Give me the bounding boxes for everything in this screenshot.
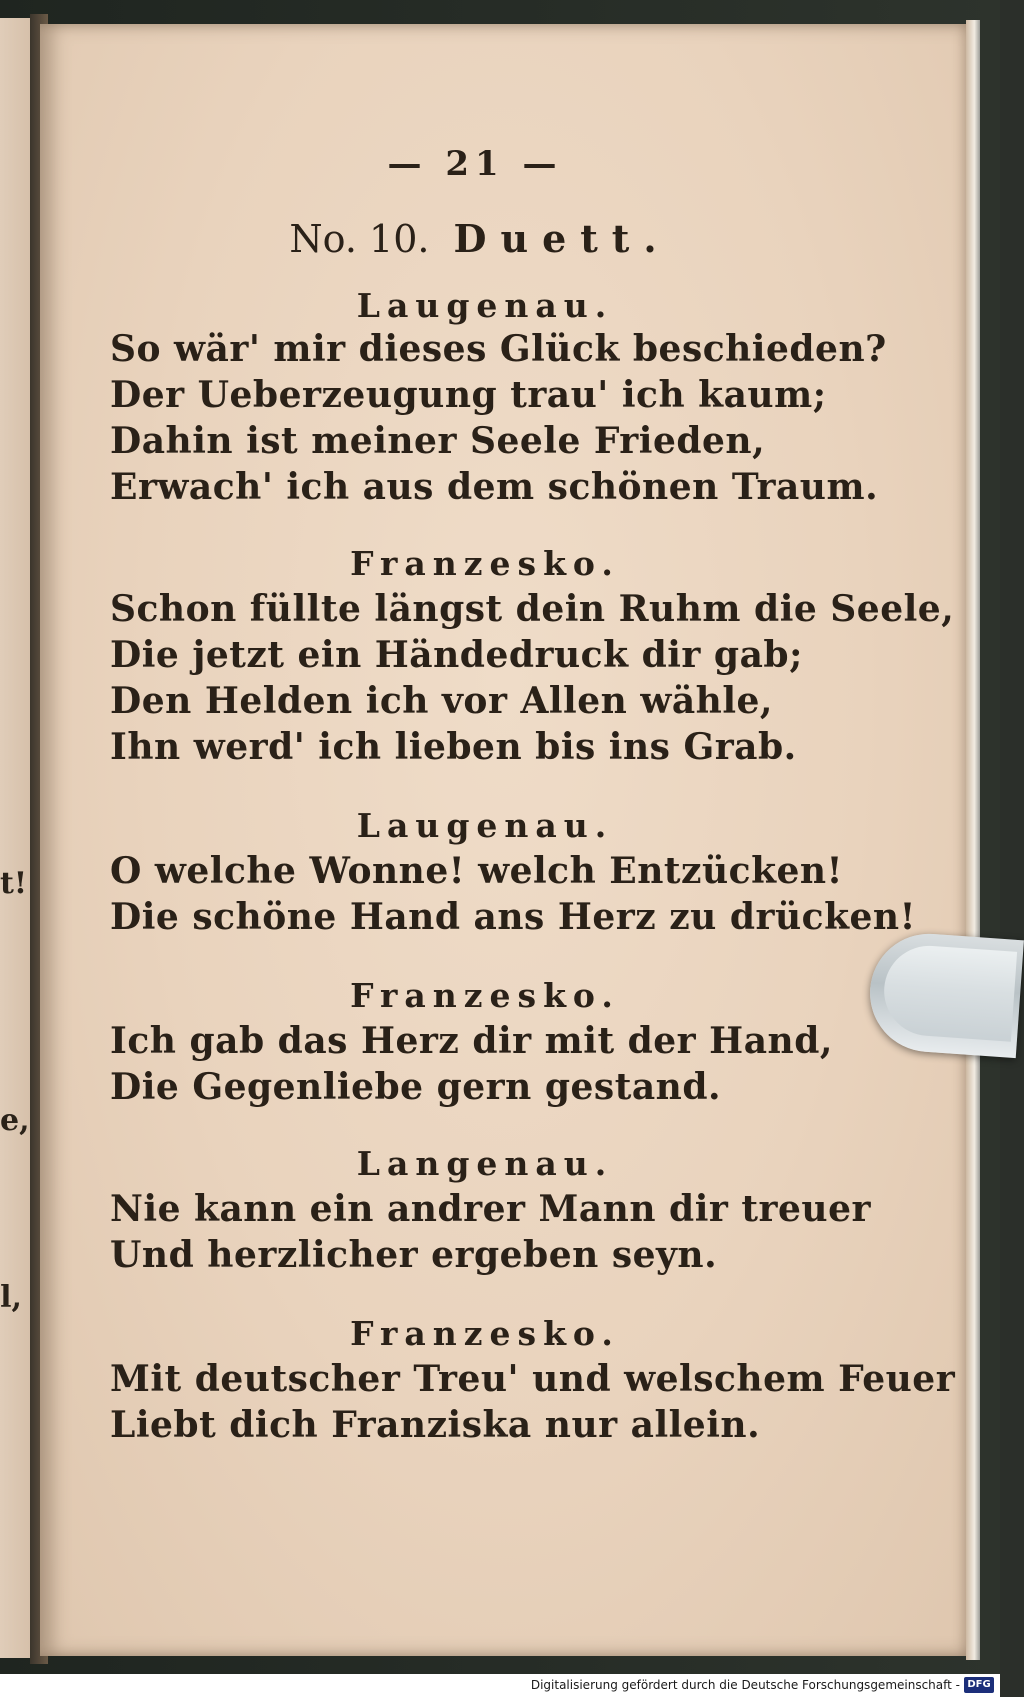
verse-line: Liebt dich Franziska nur allein.	[110, 1404, 761, 1446]
page-clip-highlight	[881, 943, 1017, 1042]
speaker-name: Franzesko.	[350, 976, 620, 1015]
verse-line: Die Gegenliebe gern gestand.	[110, 1066, 722, 1108]
speaker-name: Langenau.	[356, 1144, 614, 1183]
dfg-logo: DFG	[964, 1677, 994, 1693]
verse-line: Nie kann ein andrer Mann dir treuer	[110, 1188, 871, 1230]
page-edge	[966, 20, 980, 1660]
speaker-name: Franzesko.	[350, 544, 620, 583]
verse-line: Die schöne Hand ans Herz zu drücken!	[110, 896, 916, 938]
speaker-name: Laugenau.	[356, 806, 614, 845]
verse-line: So wär' mir dieses Glück beschieden?	[110, 328, 887, 370]
previous-page-fragment: e,	[0, 1103, 30, 1138]
verse-line: Der Ueberzeugung trau' ich kaum;	[110, 374, 827, 416]
page-number: — 21 —	[387, 144, 563, 184]
funding-credit: Digitalisierung gefördert durch die Deutsche Forschungsgemeinschaft -	[530, 1678, 960, 1692]
footer-bar	[0, 1674, 1000, 1697]
heading-title: Duett.	[453, 216, 671, 261]
verse-line: Den Helden ich vor Allen wähle,	[110, 680, 773, 722]
verse-line: Ich gab das Herz dir mit der Hand,	[110, 1020, 833, 1062]
previous-page-fragment: l,	[0, 1280, 22, 1315]
speaker-name: Franzesko.	[350, 1314, 620, 1353]
speaker-name: Laugenau.	[356, 286, 614, 325]
previous-page-fragment: t!	[0, 866, 28, 901]
verse-line: Dahin ist meiner Seele Frieden,	[110, 420, 766, 462]
verse-line: Die jetzt ein Händedruck dir gab;	[110, 634, 803, 676]
verse-line: Erwach' ich aus dem schönen Traum.	[110, 466, 879, 508]
verse-line: Schon füllte längst dein Ruhm die Seele,	[110, 588, 955, 630]
verse-line: Mit deutscher Treu' und welschem Feuer	[110, 1358, 956, 1400]
heading-number: No. 10.	[289, 217, 430, 261]
verse-line: O welche Wonne! welch Entzücken!	[110, 850, 843, 892]
verse-line: Und herzlicher ergeben seyn.	[110, 1234, 718, 1276]
verse-line: Ihn werd' ich lieben bis ins Grab.	[110, 726, 797, 768]
book-page	[40, 24, 968, 1656]
section-heading	[240, 216, 720, 261]
